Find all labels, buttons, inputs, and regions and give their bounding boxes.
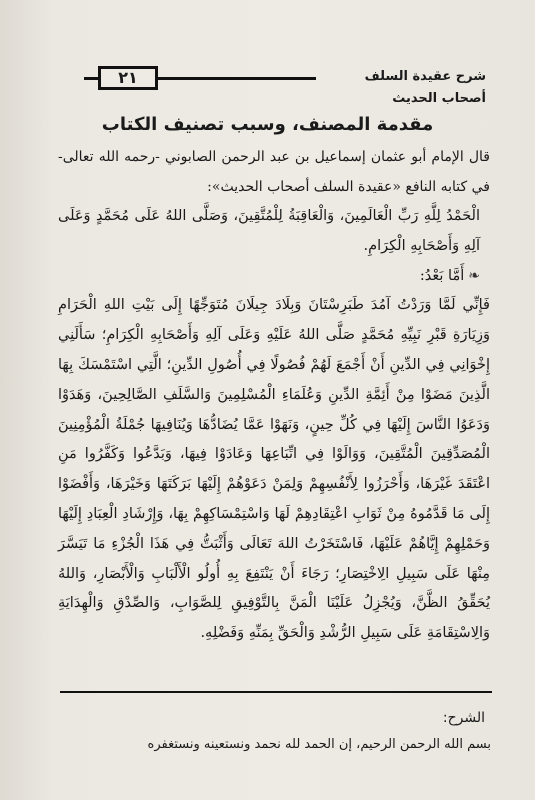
- leaf-ornament-icon: ❧: [468, 267, 480, 284]
- amma-badu-line: [58, 262, 490, 292]
- page-number: ٢١: [98, 66, 158, 90]
- amma-badu-text: أَمَّا بَعْدُ:: [419, 267, 465, 284]
- footnote-text: بسم الله الرحمن الرحيم، إن الحمد لله نحمد ونستعينه ونستغفره: [147, 737, 491, 752]
- praise-paragraph: الْحَمْدُ لِلَّهِ رَبِّ الْعَالَمِينَ، وَالْعَاقِبَةُ لِلْمُتَّقِينَ، وَصَلَّى اللهُ عَلَى مُحَمَّدٍ وَعَلَى آلِهِ وَأَصْحَابِهِ الْكِرَامِ.: [58, 208, 480, 254]
- footnote-label: الشرح:: [442, 710, 485, 726]
- footnote-divider: [60, 691, 492, 693]
- main-paragraph: فَإِنِّي لَمَّا وَرَدْتُ آمُدَ طَبَرِسْتَانَ وَبِلَادَ جِيلَانَ مُتَوَجِّهًا إِلَى بَيْتِ اللهِ الْحَرَامِ وَزِيَارَةِ قَبْرِ نَبِيِّهِ مُحَمَّدٍ صَلَّى اللهُ عَلَيْهِ وَعَلَى آلِهِ وَأَصْحَابِهِ الْكِرَامِ؛ سَأَلَنِي إِخْوَانِي فِي الدِّينِ أَنْ أَجْمَعَ لَهُمْ فُصُولًا فِي أُصُولِ الدِّينِ؛ الَّتِي اسْتَمْسَكَ بِهَا الَّذِينَ مَضَوْا مِنْ أَئِمَّةِ الدِّينِ وَعُلَمَاءِ الْمُسْلِمِينَ وَالسَّلَفِ الصَّالِحِينَ، وَهَدَوْا وَدَعَوُا النَّاسَ إِلَيْهَا فِي كُلِّ حِينٍ، وَنَهَوْا عَمَّا يُضَادُّهَا وَيُنَافِيهَا جُمْلَةُ الْمُؤْمِنِينَ الْمُصَدِّقِينَ الْمُتَّقِينَ، وَوَالَوْا فِي اتِّبَاعِهَا وَعَادَوْا فِيهَا، وَبَدَّعُوا وَكَفَّرُوا مَنِ اعْتَقَدَ غَيْرَهَا، وَأَحْرَزُوا لِأَنْفُسِهِمْ وَلِمَنْ دَعَوْهُمْ إِلَيْهَا بَرَكَتَهَا وَخَيْرَهَا، وَأَفْضَوْا إِلَى مَا قَدَّمُوهُ مِنْ ثَوَابِ اعْتِقَادِهِمْ لَهَا وَاسْتِمْسَاكِهِمْ بِهَا، وَإِرْشَادِ الْعِبَادِ إِلَيْهَا وَحَمْلِهِمْ إِيَّاهُمْ عَلَيْهَا، فَاسْتَخَرْتُ اللهَ تَعَالَى وَأَثْبَتُّ فِي هَذَا الْجُزْءِ مَا تَيَسَّرَ مِنْهَا عَلَى سَبِيلِ الِاخْتِصَارِ؛ رَجَاءَ أَنْ يَنْتَفِعَ بِهِ أُولُو الْأَلْبَابِ وَالْأَبْصَارِ، وَاللهُ يُحَقِّقُ الظَّنَّ، وَيُجْزِلُ عَلَيْنَا الْمَنَّ بِالتَّوْفِيقِ لِلصَّوَابِ، وَالصِّدْقِ وَالْهِدَايَةِ وَالِاسْتِقَامَةِ عَلَى سَبِيلِ الرُّشْدِ وَالْحَقِّ بِمَنِّهِ وَفَضْلِهِ.: [58, 297, 490, 642]
- section-title: مقدمة المصنف، وسبب تصنيف الكتاب: [101, 114, 434, 135]
- running-title: شرح عقيدة السلف أصحاب الحديث: [364, 69, 486, 106]
- running-header: [78, 62, 486, 106]
- intro-paragraph: قال الإمام أبو عثمان إسماعيل بن عبد الرحمن الصابوني -رحمه الله تعالى- في كتابه النافع «عقيدة السلف أصحاب الحديث»:: [58, 149, 490, 195]
- body-text: [58, 202, 490, 649]
